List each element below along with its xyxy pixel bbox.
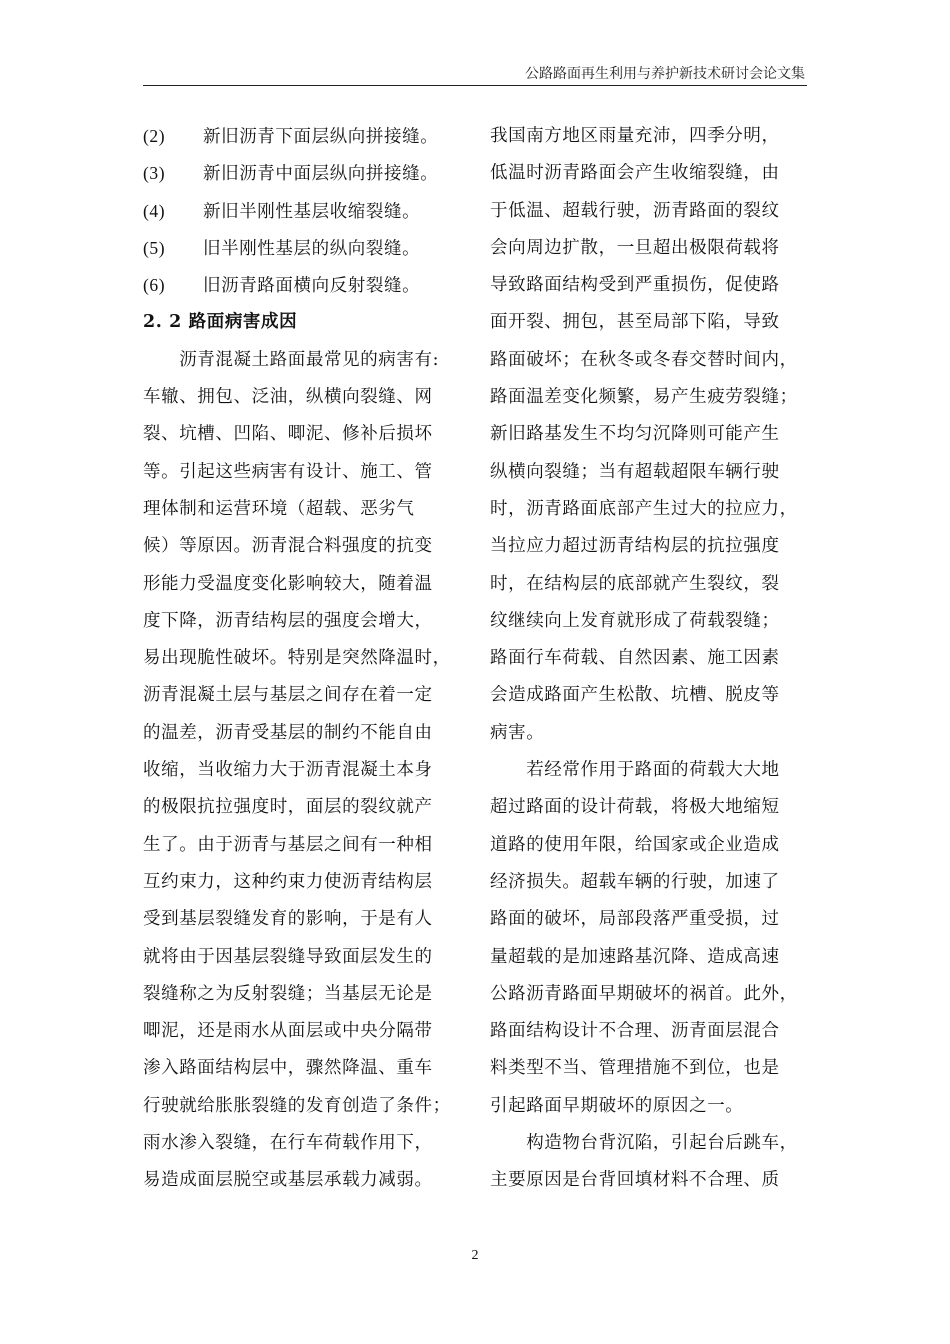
- list-item: [143, 155, 463, 192]
- list-item-number: (2): [143, 126, 166, 146]
- list-item-number: (6): [143, 275, 166, 296]
- text-line: 料类型不当、管理措施不到位，也是: [490, 1058, 780, 1079]
- left-column: [143, 118, 463, 1200]
- text-line: 互约束力，这种约束力使沥青结构层: [143, 871, 433, 892]
- text-line: 导致路面结构受到严重损伤，促使路: [490, 275, 780, 296]
- text-line: 形能力受温度变化影响较大，随着温: [143, 573, 433, 594]
- text-line: 我国南方地区雨量充沛，四季分明，: [490, 126, 780, 146]
- list-item-text: 新旧沥青中面层纵向拼接缝。: [203, 164, 439, 185]
- text-line: 当拉应力超过沥青结构层的抗拉强度: [490, 536, 780, 557]
- text-line: 易造成面层脱空或基层承载力减弱。: [143, 1170, 433, 1191]
- text-line: 车辙、拥包、泛油，纵横向裂缝、网: [143, 387, 433, 408]
- text-line: 病害。: [490, 722, 545, 743]
- text-line: 的温差，沥青受基层的制约不能自由: [143, 722, 433, 743]
- text-line: 纵横向裂缝；当有超载超限车辆行驶: [490, 461, 780, 482]
- text-line: 路面结构设计不合理、沥青面层混合: [490, 1021, 780, 1042]
- text-line: 沥青混凝土路面最常见的病害有:: [143, 349, 440, 370]
- text-line: 雨水渗入裂缝，在行车荷载作用下，: [143, 1133, 433, 1154]
- header-rule: [143, 85, 807, 86]
- text-line: 沥青混凝土层与基层之间存在着一定: [143, 685, 433, 706]
- list-item-text: 旧半刚性基层的纵向裂缝。: [203, 238, 421, 259]
- text-line: 会造成路面产生松散、坑槽、脱皮等: [490, 685, 780, 706]
- text-line: 的极限抗拉强度时，面层的裂纹就产: [143, 797, 433, 818]
- text-line: 路面的破坏，局部段落严重受损，过: [490, 909, 780, 930]
- text-line: 时，沥青路面底部产生过大的拉应力，: [490, 498, 798, 519]
- text-line: 就将由于因基层裂缝导致面层发生的: [143, 946, 433, 967]
- paragraph-causes: [143, 342, 463, 1200]
- text-line: 收缩，当收缩力大于沥青混凝土本身: [143, 760, 433, 781]
- list-item-text: 旧沥青路面横向反射裂缝。: [203, 276, 421, 297]
- text-line: 会向周边扩散，一旦超出极限荷载将: [490, 237, 780, 258]
- list-item-text: 新旧沥青下面层纵向拼接缝。: [203, 127, 439, 147]
- text-line: 生了。由于沥青与基层之间有一种相: [143, 834, 433, 855]
- text-line: 构造物台背沉陷，引起台后跳车，: [490, 1133, 798, 1154]
- text-line: 时，在结构层的底部就产生裂纹，裂: [490, 573, 780, 594]
- section-title: 2. 2 路面病害成因: [143, 312, 298, 333]
- text-line: 易出现脆性破坏。特别是突然降温时，: [143, 648, 451, 669]
- text-line: 超过路面的设计荷载，将极大地缩短: [490, 797, 780, 818]
- text-line: 裂缝称之为反射裂缝；当基层无论是: [143, 983, 433, 1004]
- text-line: 路面行车荷载、自然因素、施工因素: [490, 648, 780, 669]
- list-item: [143, 118, 463, 155]
- text-line: 受到基层裂缝发育的影响，于是有人: [143, 909, 433, 930]
- text-line: 度下降，沥青结构层的强度会增大，: [143, 610, 433, 631]
- text-line: 道路的使用年限，给国家或企业造成: [490, 834, 780, 855]
- text-line: 低温时沥青路面会产生收缩裂缝，由: [490, 163, 780, 184]
- text-line: 量超载的是加速路基沉降、造成高速: [490, 946, 780, 967]
- text-line: 公路沥青路面早期破坏的祸首。此外，: [490, 983, 798, 1004]
- text-line: 引起路面早期破坏的原因之一。: [490, 1095, 744, 1116]
- text-line: 渗入路面结构层中，骤然降温、重车: [143, 1058, 433, 1079]
- text-line: 面开裂、拥包，甚至局部下陷，导致: [490, 312, 780, 333]
- text-line: 路面破坏；在秋冬或冬春交替时间内，: [490, 349, 798, 370]
- text-line: 路面温差变化频繁，易产生疲劳裂缝；: [490, 387, 798, 408]
- text-line: 经济损失。超载车辆的行驶，加速了: [490, 871, 780, 892]
- text-line: 唧泥，还是雨水从面层或中央分隔带: [143, 1021, 433, 1042]
- text-line: 于低温、超载行驶，沥青路面的裂纹: [490, 200, 780, 221]
- list-item-number: (3): [143, 163, 166, 184]
- list-item-number: (5): [143, 237, 166, 258]
- list-item-number: (4): [143, 200, 166, 221]
- list-item-text: 新旧半刚性基层收缩裂缝。: [203, 201, 421, 222]
- text-line: 等。引起这些病害有设计、施工、管: [143, 461, 433, 482]
- list-item: [143, 193, 463, 230]
- text-line: 候）等原因。沥青混合料强度的抗变: [143, 536, 433, 557]
- text-line: 纹继续向上发育就形成了荷载裂缝；: [490, 610, 780, 631]
- text-line: 理体制和运营环境（超载、恶劣气: [143, 498, 415, 519]
- text-line: 裂、坑槽、凹陷、唧泥、修补后损坏: [143, 424, 433, 445]
- page-number: 2: [471, 1248, 479, 1263]
- list-item: [143, 230, 463, 267]
- text-line: 新旧路基发生不均匀沉降则可能产生: [490, 424, 780, 445]
- text-line: 主要原因是台背回填材料不合理、质: [490, 1170, 780, 1191]
- running-header: 公路路面再生利用与养护新技术研讨会论文集: [525, 66, 805, 82]
- list-item: [143, 267, 463, 304]
- text-line: 行驶就给胀胀裂缝的发育创造了条件；: [143, 1095, 451, 1116]
- text-line: 若经常作用于路面的荷载大大地: [490, 760, 780, 781]
- right-column: [490, 118, 810, 1200]
